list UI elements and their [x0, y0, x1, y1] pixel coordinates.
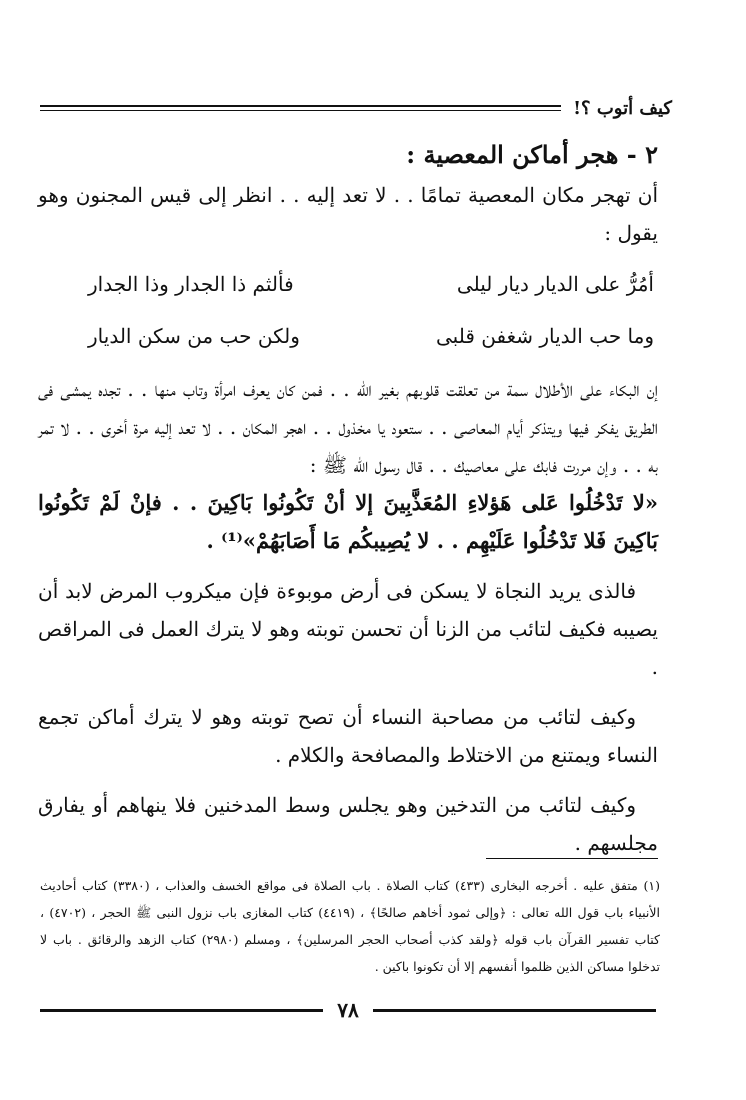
paragraph-women: وكيف لتائب من مصاحبة النساء أن تصح توبته وهو لا يترك أماكن تجمع النساء ويمتنع من الاختلاط والمصافحة والكلام . [38, 705, 658, 767]
verse-2-second-hemistich: ولكن حب من سكن الديار [88, 324, 300, 348]
footer-rule-right [373, 1009, 656, 1012]
verse-2-first-hemistich: وما حب الديار شغفن قلبى [436, 324, 654, 348]
paragraph-weeping: إن البكاء على الأطلال سمة من تعلقت قلوبهم بغير الله . . فمن كان يعرف امرأة وتاب منها . . تجده يمشى فى الطريق يفكر فيها ويتذكر أيام المعاصى . . ستعود يا مخذول . . اهجر المكان . . لا تعد إليه مرة أخرى . . لا تمر به . . وإن مررت فابك على معاصيك . . قال رسول الله ﷺ : [38, 377, 658, 477]
running-header [40, 93, 672, 123]
footnote: (١) متفق عليه . أخرجه البخارى (٤٣٣) كتاب الصلاة . باب الصلاة فى مواقع الخسف والعذاب ، (٣٣٨٠) كتاب أحاديث الأنبياء باب قول الله تعالى : ﴿وإلى ثمود أخاهم صالحًا﴾ ، (٤٤١٩) كتاب المغازى باب نزول النبى ﷺ الحجر ، (٤٧٠٢) ، كتاب تفسير القرآن باب قوله ﴿ولقد كذب أصحاب الحجر المرسلين﴾ ، ومسلم (٢٩٨٠) كتاب الزهد والرقائق . باب لا تدخلوا مساكن الذين ظلموا أنفسهم إلا أن تكونوا باكين . [40, 878, 660, 974]
footer-rule-left [40, 1009, 323, 1012]
poem-verse-1 [38, 258, 658, 310]
page-footer [40, 996, 656, 1024]
footnote-rule [486, 858, 658, 859]
verse-1-first-hemistich: أمُرُّ على الديار ديار ليلى [456, 272, 654, 296]
header-rule [40, 105, 561, 111]
paragraph-smoking: وكيف لتائب من التدخين وهو يجلس وسط المدخنين فلا ينهاهم أو يفارق مجلسهم . [38, 793, 658, 855]
page-number: ٧٨ [337, 998, 359, 1022]
paragraph-intro: أن تهجر مكان المعصية تمامًا . . لا تعد إليه . . انظر إلى قيس المجنون وهو يقول : [38, 183, 658, 245]
hadith-quote: «لا تَدْخُلُوا عَلى هَؤلاءِ المُعَذَّبِينَ إلا أنْ تَكُونُوا بَاكِينَ . . فإنْ لَمْ تَكُونُوا بَاكِينَ فَلا تَدْخُلُوا عَلَيْهِم . . لا يُصِيبكُم مَا أَصَابَهُمْ»⁽¹⁾ . [38, 490, 658, 553]
header-title: كيف أتوب ؟! [573, 97, 672, 119]
paragraph-salvation: فالذى يريد النجاة لا يسكن فى أرض موبوءة فإن ميكروب المرض لابد أن يصيبه فكيف لتائب من الزنا أن تحسن توبته وهو لا يترك العمل فى المراقص . [38, 579, 658, 679]
section-heading: ٢ - هجر أماكن المعصية : [406, 140, 658, 169]
poem-verse-2 [38, 310, 658, 362]
main-text [38, 132, 658, 862]
poem [38, 258, 658, 362]
verse-1-second-hemistich: فألثم ذا الجدار وذا الجدار [88, 272, 294, 296]
